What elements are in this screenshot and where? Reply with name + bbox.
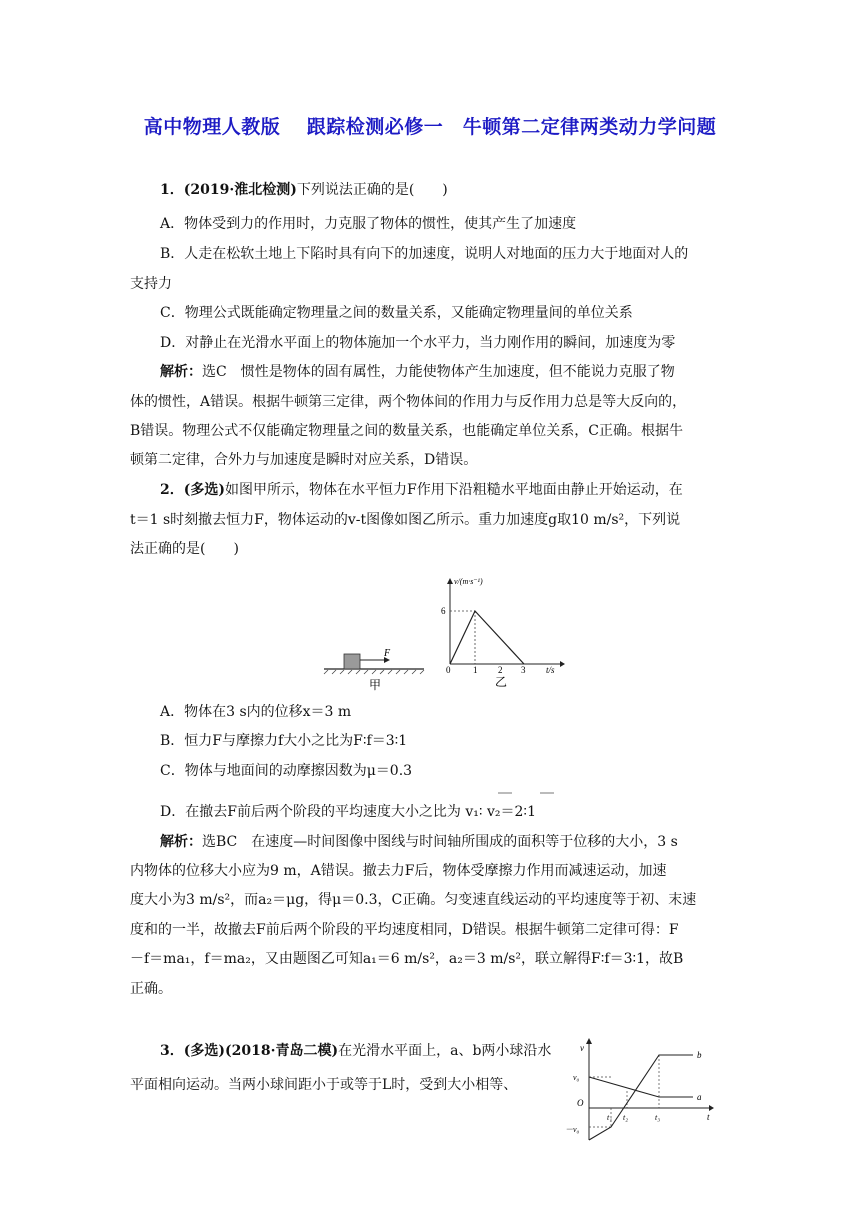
force-label: F — [384, 648, 391, 659]
q1-answer-line4: 顿第二定律，合外力与加速度是瞬时对应关系，D错误。 — [130, 452, 478, 468]
q2-stem-line1 — [160, 480, 683, 500]
q1-answer-label: 解析： — [160, 364, 202, 380]
q3-v-axis-arrow — [586, 1038, 592, 1044]
q2-tag: (多选) — [183, 482, 225, 498]
q3-v-label: v — [580, 1043, 584, 1053]
fig-jia-label: 甲 — [369, 678, 382, 692]
q3-tag: (多选) — [183, 1043, 225, 1059]
q2-number: 2． — [160, 482, 184, 498]
block — [344, 654, 360, 669]
q3-line-a — [589, 1077, 693, 1097]
q1-answer-text: 选C 惯性是物体的固有属性，力能使物体产生加速度，但不能说力克服了物 — [202, 364, 675, 380]
q2-figure-yi — [436, 574, 566, 692]
q1-option-b-line1: B．人走在松软土地上下陷时具有向下的加速度，说明人对地面的压力大于地面对人的 — [160, 246, 689, 262]
q3-stem-line1 — [160, 1041, 551, 1061]
q3-t3-label: t₃ — [655, 1113, 661, 1122]
q3-t2-label: t₂ — [623, 1113, 629, 1122]
q1-option-a: A．物体受到力的作用时，力克服了物体的惯性，使其产生了加速度 — [160, 216, 577, 232]
q2-answer-line4: 度和的一半，故撤去F前后两个阶段的平均速度相同，D错误。根据牛顿第二定律可得：F — [130, 922, 679, 938]
v-axis-arrow — [447, 578, 453, 584]
q2-option-b: B．恒力F与摩擦力f大小之比为F∶f＝3∶1 — [160, 733, 408, 749]
q2-option-a: A．物体在3 s内的位移x＝3 m — [160, 704, 352, 720]
q3-label-a: a — [697, 1092, 702, 1102]
q1-number: 1． — [160, 182, 184, 198]
q3-stem-line2: 平面相向运动。当两小球间距小于或等于L时，受到大小相等、 — [130, 1077, 518, 1093]
q3-label-b: b — [697, 1050, 702, 1060]
t-tick-1: 1 — [473, 665, 478, 675]
q2-answer-line6: 正确。 — [130, 981, 172, 997]
q3-stem-text: 在光滑水平面上，a、b两小球沿水 — [338, 1043, 552, 1059]
q3-source: (2018·青岛二模) — [225, 1043, 339, 1059]
q3-neg-v0-label: －v₀ — [565, 1125, 580, 1134]
q1-stem-text: 下列说法正确的是( ) — [296, 182, 448, 198]
q2-stem-line2: t＝1 s时刻撤去恒力F，物体运动的v-t图像如图乙所示。重力加速度g取10 m/s²，下列说 — [130, 512, 681, 528]
q1-answer-line3: B错误。物理公式不仅能确定物理量之间的数量关系，也能确定单位关系，C正确。根据牛 — [130, 423, 683, 439]
q2-option-d: D．在撤去F前后两个阶段的平均速度大小之比为 v₁∶ v₂＝2∶1 — [160, 804, 536, 820]
v-axis-label: v/(m·s⁻¹) — [454, 577, 483, 586]
t-tick-2: 2 — [498, 665, 503, 675]
v-tick-6: 6 — [441, 606, 446, 616]
q1-answer-line2: 体的惯性，A错误。根据牛顿第三定律，两个物体间的作用力与反作用力总是等大反向的， — [130, 394, 687, 410]
q3-figure — [563, 1036, 723, 1144]
t-axis-arrow — [560, 661, 565, 667]
q2-answer-line1 — [160, 832, 678, 852]
q3-t-axis-arrow — [709, 1105, 714, 1111]
q3-t1-label: t₁ — [607, 1113, 613, 1122]
q1-stem — [160, 180, 448, 200]
vt-line — [450, 611, 524, 664]
q2-stem-line3: 法正确的是( ) — [130, 541, 239, 557]
q1-source: (2019·淮北检测) — [183, 182, 297, 198]
q3-number: 3． — [160, 1043, 184, 1059]
q2-figure-jia — [322, 645, 428, 695]
t-tick-0: 0 — [446, 665, 451, 675]
page-title: 高中物理人教版 跟踪检测必修一 牛顿第二定律两类动力学问题 — [143, 116, 717, 138]
q1-option-d: D．对静止在光滑水平面上的物体施加一个水平力，当力刚作用的瞬间，加速度为零 — [160, 335, 676, 351]
fig-yi-label: 乙 — [495, 675, 508, 689]
q2-answer-line2: 内物体的位移大小应为9 m，A错误。撤去力F后，物体受摩擦力作用而减速运动，加速 — [130, 863, 667, 879]
q3-origin-label: O — [577, 1098, 584, 1108]
q2-answer-text: 选BC 在速度—时间图像中图线与时间轴所围成的面积等于位移的大小，3 s — [202, 834, 678, 850]
ground-hatching — [324, 670, 424, 674]
q3-t-label: t — [707, 1112, 710, 1122]
t-axis-label: t/s — [546, 665, 555, 675]
q1-option-b-line2: 支持力 — [130, 276, 172, 292]
q2-option-c: C．物体与地面间的动摩擦因数为μ＝0.3 — [160, 763, 413, 779]
q1-answer-line1 — [160, 362, 675, 382]
t-tick-3: 3 — [521, 665, 526, 675]
q1-option-c: C．物理公式既能确定物理量之间的数量关系，又能确定物理量间的单位关系 — [160, 305, 633, 321]
avg-velocity-overbars — [496, 790, 566, 796]
q2-answer-label: 解析： — [160, 834, 202, 850]
q3-v0-label: v₀ — [573, 1073, 580, 1082]
q2-stem-text: 如图甲所示，物体在水平恒力F作用下沿粗糙水平地面由静止开始运动，在 — [225, 482, 683, 498]
q2-answer-line5: －f＝ma₁，f＝ma₂，又由题图乙可知a₁＝6 m/s²，a₂＝3 m/s²，联立解得F∶f＝3∶1，故B — [130, 951, 684, 967]
q2-answer-line3: 度大小为3 m/s²，而a₂＝μg，得μ＝0.3，C正确。匀变速直线运动的平均速度等于初、末速 — [130, 892, 697, 908]
